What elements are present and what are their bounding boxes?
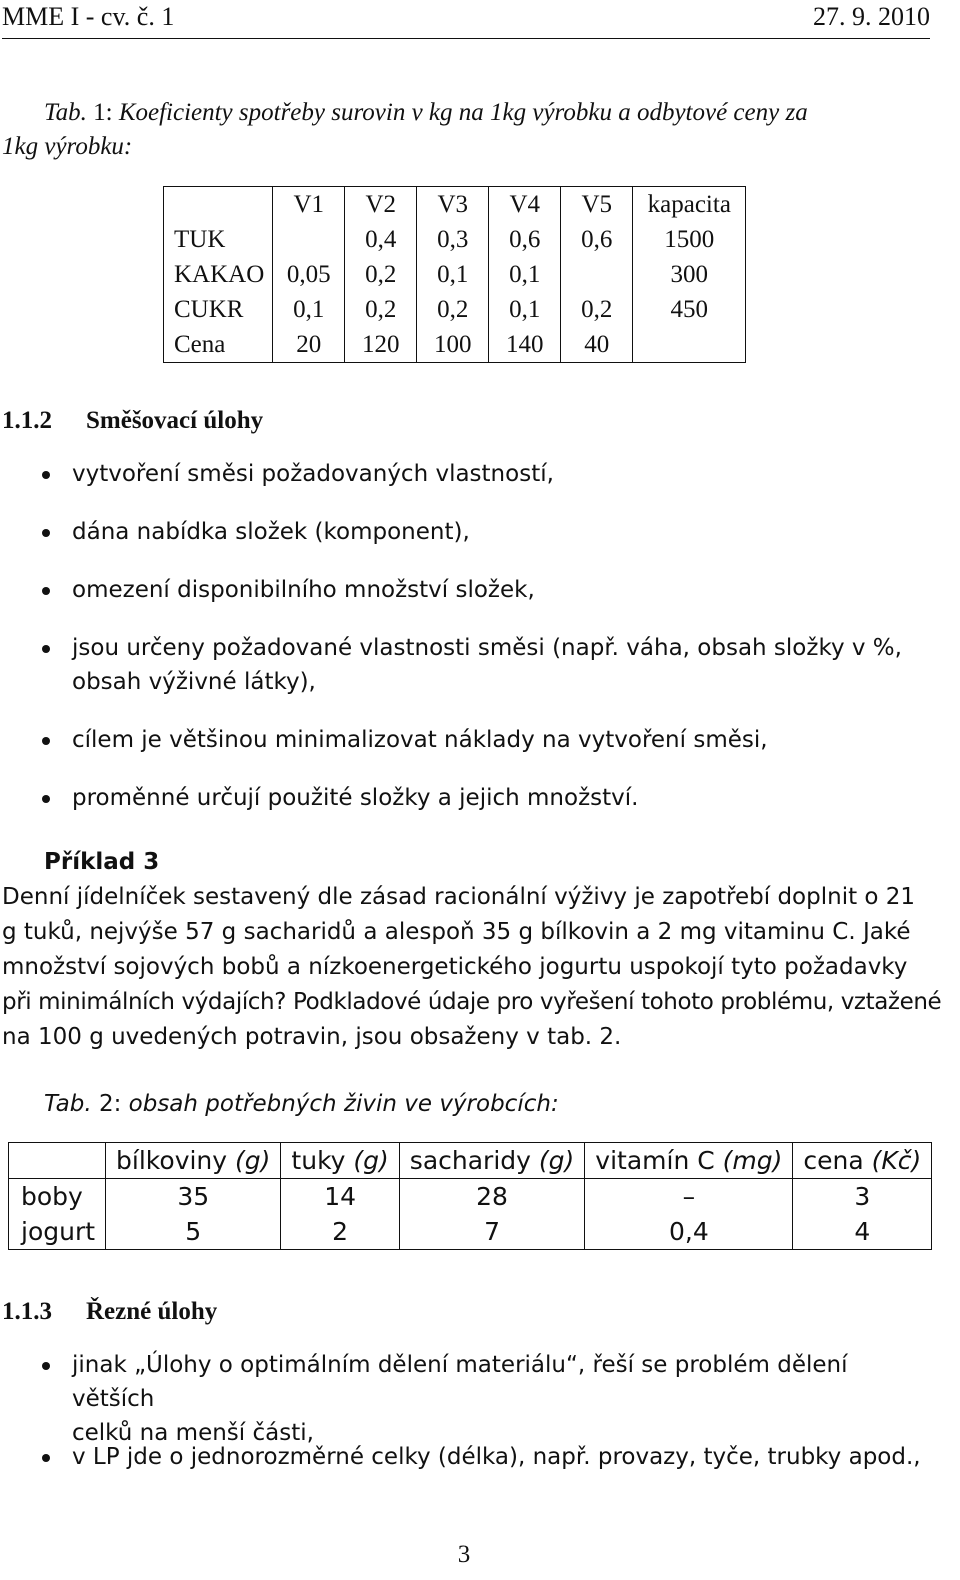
table-cell: 40 <box>561 327 633 363</box>
table1-header-row <box>164 187 746 223</box>
example-line: Denní jídelníček sestavený dle zásad racionální výživy je zapotřebí doplnit o 21 <box>2 884 916 910</box>
table-cell: 1500 <box>633 222 746 257</box>
example-line: na 100 g uvedených potravin, jsou obsaženy v tab. 2. <box>2 1024 622 1050</box>
table-cell: CUKR <box>174 296 244 323</box>
table-cell: 28 <box>399 1179 585 1215</box>
list-item-line: jinak „Úlohy o optimálním dělení materiálu“, řeší se problém dělení větších <box>72 1352 848 1412</box>
table-cell: 0,4 <box>345 222 417 257</box>
example-line: při minimálních výdajích? Podkladové údaje pro vyřešení tohoto problému, vztažené <box>2 989 942 1015</box>
table-cell: jogurt <box>21 1217 96 1246</box>
table-header-cell: kapacita <box>633 187 746 223</box>
table-cell: 300 <box>633 257 746 292</box>
section-heading-112 <box>2 404 263 438</box>
table-header-cell: V2 <box>345 187 417 223</box>
mixing-properties-list-4 <box>2 631 932 699</box>
table-row <box>164 327 746 363</box>
table-row <box>164 257 746 292</box>
header-name: tuky <box>291 1146 346 1175</box>
table-cell: 4 <box>793 1214 932 1250</box>
table-cell: 5 <box>106 1214 281 1250</box>
table-header-cell <box>585 1143 793 1179</box>
table-row <box>9 1179 932 1215</box>
table-cell: 3 <box>793 1179 932 1215</box>
table-cell: KAKAO <box>174 261 265 288</box>
list-item: omezení disponibilního množství složek, <box>2 573 932 607</box>
table-cell <box>273 222 345 257</box>
table-header-cell <box>793 1143 932 1179</box>
table-cell: TUK <box>174 226 226 253</box>
list-item: dána nabídka složek (komponent), <box>2 515 932 549</box>
table2 <box>8 1142 932 1250</box>
table-cell: 100 <box>417 327 489 363</box>
list-item: v LP jde o jednorozměrné celky (délka), např. provazy, tyče, trubky apod., <box>2 1440 932 1474</box>
table-header-cell <box>9 1143 106 1179</box>
table-header-cell: V5 <box>561 187 633 223</box>
table-cell: 0,2 <box>345 257 417 292</box>
table1-caption-prefix: Tab. <box>44 99 87 126</box>
section-title: Směšovací úlohy <box>86 407 264 434</box>
table-cell: 0,2 <box>345 292 417 327</box>
table-header-cell <box>399 1143 585 1179</box>
table-header-cell <box>281 1143 399 1179</box>
header-name: vitamín C <box>595 1146 715 1175</box>
table-header-cell: V1 <box>273 187 345 223</box>
section-heading-113 <box>2 1295 217 1329</box>
mixing-properties-list <box>2 457 932 491</box>
table1-caption-number: 1: <box>93 99 113 126</box>
list-item: proměnné určují použité složky a jejich množství. <box>2 781 932 815</box>
mixing-properties-list-6 <box>2 781 932 815</box>
mixing-properties-list-3 <box>2 573 932 607</box>
header-name: sacharidy <box>409 1146 531 1175</box>
page-header <box>2 0 930 39</box>
header-date: 27. 9. 2010 <box>813 2 930 31</box>
cutting-list-2 <box>2 1440 932 1474</box>
table-cell <box>561 257 633 292</box>
table-cell: Cena <box>174 331 226 358</box>
table-cell: 0,1 <box>489 292 561 327</box>
example-line: g tuků, nejvýše 57 g sacharidů a alespoň 35 g bílkovin a 2 mg vitaminu C. Jaké <box>2 919 911 945</box>
table-cell: 0,1 <box>273 292 345 327</box>
list-item <box>2 1348 932 1450</box>
header-unit: (g) <box>538 1146 575 1175</box>
header-unit: (Kč) <box>871 1146 922 1175</box>
table-cell: 140 <box>489 327 561 363</box>
list-item-line: celků na menší části, <box>72 1420 314 1446</box>
table-cell: 450 <box>633 292 746 327</box>
table1-caption-line2: 1kg výrobku: <box>2 133 133 160</box>
example-title: Příklad 3 <box>44 849 160 875</box>
table-cell <box>633 327 746 363</box>
table-cell: 0,2 <box>561 292 633 327</box>
table2-caption-text: obsah potřebných živin ve výrobcích: <box>128 1091 559 1117</box>
table-cell: 35 <box>106 1179 281 1215</box>
section-title: Řezné úlohy <box>86 1298 218 1325</box>
table2-caption-prefix: Tab. <box>44 1091 92 1117</box>
example-text <box>2 880 957 1055</box>
example-line: množství sojových bobů a nízkoenergetického jogurtu uspokojí tyto požadavky <box>2 954 908 980</box>
table2-caption <box>44 1087 559 1121</box>
header-name: bílkoviny <box>116 1146 228 1175</box>
table-cell: 20 <box>273 327 345 363</box>
page-number: 3 <box>457 1541 471 1568</box>
table-cell: – <box>585 1179 793 1215</box>
list-item-line: obsah výživné látky), <box>72 669 316 695</box>
table2-caption-number: 2: <box>98 1091 122 1117</box>
section-number: 1.1.3 <box>2 1298 52 1325</box>
table-cell: 14 <box>281 1179 399 1215</box>
table1-caption <box>44 96 808 130</box>
table-cell: 0,1 <box>417 257 489 292</box>
list-item <box>2 631 932 699</box>
table-row <box>9 1214 932 1250</box>
cutting-list <box>2 1348 932 1450</box>
table-cell: 0,05 <box>273 257 345 292</box>
table-header-cell: V4 <box>489 187 561 223</box>
header-title: MME I - cv. č. 1 <box>2 2 175 31</box>
table-header-cell: V3 <box>417 187 489 223</box>
header-unit: (mg) <box>722 1146 783 1175</box>
table-cell: 7 <box>399 1214 585 1250</box>
table-cell: 0,1 <box>489 257 561 292</box>
table-cell: 0,4 <box>585 1214 793 1250</box>
header-unit: (g) <box>235 1146 271 1175</box>
mixing-properties-list-5 <box>2 723 932 757</box>
table-cell: 0,3 <box>417 222 489 257</box>
list-item-line: jsou určeny požadované vlastnosti směsi (např. váha, obsah složky v %, <box>72 635 902 661</box>
table-cell: 2 <box>281 1214 399 1250</box>
list-item: vytvoření směsi požadovaných vlastností, <box>2 457 932 491</box>
header-unit: (g) <box>353 1146 389 1175</box>
table-header-cell <box>164 187 273 223</box>
table-cell: 0,6 <box>489 222 561 257</box>
table-cell: 0,6 <box>561 222 633 257</box>
table-cell: 120 <box>345 327 417 363</box>
table2-header-row <box>9 1143 932 1179</box>
header-name: cena <box>803 1146 864 1175</box>
mixing-properties-list-2 <box>2 515 932 549</box>
table-row <box>164 222 746 257</box>
table1-caption-text: Koeficienty spotřeby surovin v kg na 1kg výrobku a odbytové ceny za <box>118 99 808 126</box>
table-cell: 0,2 <box>417 292 489 327</box>
table1 <box>163 186 746 363</box>
section-number: 1.1.2 <box>2 407 52 434</box>
table-cell: boby <box>21 1182 83 1211</box>
table-row <box>164 292 746 327</box>
table-header-cell <box>106 1143 281 1179</box>
list-item: cílem je většinou minimalizovat náklady na vytvoření směsi, <box>2 723 932 757</box>
